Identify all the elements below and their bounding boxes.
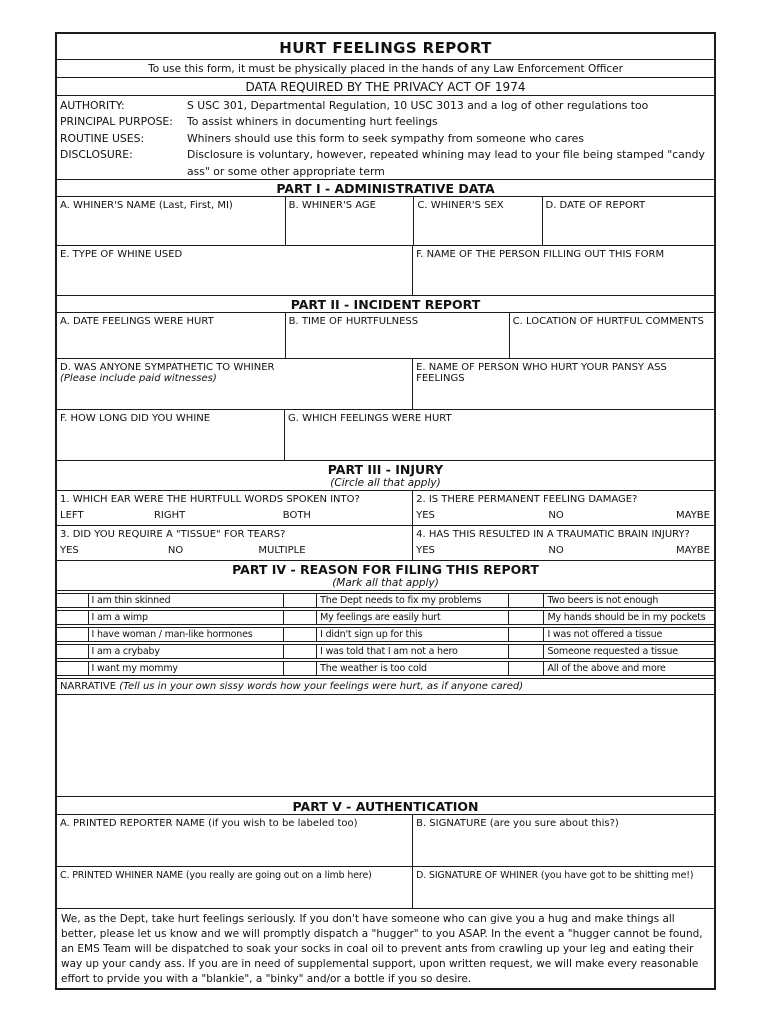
option-yes[interactable]: YES xyxy=(416,545,435,556)
option-right[interactable]: RIGHT xyxy=(153,510,186,521)
part3-title: PART III - INJURY xyxy=(327,462,444,477)
privacy-value: Whiners should use this form to seek sympathy from someone who cares xyxy=(187,131,584,145)
checkbox[interactable] xyxy=(57,627,89,642)
privacy-row-routine-uses xyxy=(60,131,711,147)
checkbox[interactable] xyxy=(57,610,89,625)
question-label: 2. IS THERE PERMANENT FEELING DAMAGE? xyxy=(416,494,638,505)
hurt-feelings-report-form xyxy=(55,32,716,990)
privacy-row-principal-purpose xyxy=(60,114,711,130)
question-traumatic-brain-injury xyxy=(413,526,714,560)
field-location-of-comments[interactable]: C. LOCATION OF HURTFUL COMMENTS xyxy=(512,316,704,327)
reason-label: My feelings are easily hurt xyxy=(317,610,509,625)
reason-label: I was not offered a tissue xyxy=(544,627,714,642)
reason-label: The Dept needs to fix my problems xyxy=(317,593,509,608)
part3-question-row1 xyxy=(57,491,714,526)
privacy-act-block xyxy=(57,96,714,180)
privacy-act-title: DATA REQUIRED BY THE PRIVACY ACT OF 1974 xyxy=(57,78,714,96)
option-no[interactable]: NO xyxy=(548,545,564,556)
reason-row xyxy=(57,661,714,676)
field-printed-whiner-name[interactable]: C. PRINTED WHINER NAME (you really are going out on a limb here) xyxy=(57,867,413,908)
part1-header: PART I - ADMINISTRATIVE DATA xyxy=(57,180,714,197)
reason-label: Two beers is not enough xyxy=(544,593,714,608)
reason-row xyxy=(57,644,714,659)
option-maybe[interactable]: MAYBE xyxy=(676,510,710,521)
privacy-value: Disclosure is voluntary, however, repeated whining may lead to your file being stamped "candy ass" or some other appropriate term xyxy=(187,148,705,178)
field-whiners-age[interactable]: B. WHINER'S AGE xyxy=(286,197,415,245)
privacy-value: S USC 301, Departmental Regulation, 10 USC 3013 and a log of other regulations too xyxy=(187,99,649,112)
part2-row2 xyxy=(57,359,714,410)
part5-header: PART V - AUTHENTICATION xyxy=(57,797,714,815)
reason-label: I didn't sign up for this xyxy=(317,627,509,642)
part3-question-row2 xyxy=(57,526,714,561)
form-instruction: To use this form, it must be physically placed in the hands of any Law Enforcement Officer xyxy=(57,60,714,78)
option-no[interactable]: NO xyxy=(167,545,184,556)
part3-subtitle: (Circle all that apply) xyxy=(330,477,441,489)
field-person-who-hurt-feelings[interactable]: E. NAME OF PERSON WHO HURT YOUR PANSY ASS FEELINGS xyxy=(416,362,667,384)
part4-title: PART IV - REASON FOR FILING THIS REPORT xyxy=(232,562,539,577)
option-yes[interactable]: YES xyxy=(60,545,79,556)
reason-label: I was told that I am not a hero xyxy=(317,644,509,659)
footer-notice: We, as the Dept, take hurt feelings seriously. If you don't have someone who can give you a hug and make things all better, please let us know and we will promptly dispatch a "hugger" to you ASAP. In the event a "hugger cannot be found, an EMS Team will be dispatched to soak your socks in coal oil to prevent ants from crawling up your leg and eating their way up your candy ass. If you are in need of supplemental support, upon written request, we will make every reasonable effort to prvide you with a "blankie", a "binky" and/or a bottle if you so desire. xyxy=(61,913,703,985)
part2-row3 xyxy=(57,410,714,461)
reason-label: I am thin skinned xyxy=(89,593,285,608)
reason-row xyxy=(57,627,714,642)
privacy-row-disclosure xyxy=(60,147,711,180)
part4-header xyxy=(57,561,714,591)
field-printed-reporter-name[interactable]: A. PRINTED REPORTER NAME (if you wish to be labeled too) xyxy=(57,815,413,866)
reason-label: I want my mommy xyxy=(89,661,285,676)
reason-label: I am a crybaby xyxy=(89,644,285,659)
narrative-hint: (Tell us in your own sissy words how your feelings were hurt, as if anyone cared) xyxy=(119,681,524,692)
part2-row1 xyxy=(57,313,714,359)
checkbox[interactable] xyxy=(509,610,544,625)
narrative-label: NARRATIVE xyxy=(60,681,117,692)
checkbox[interactable] xyxy=(509,644,544,659)
checkbox[interactable] xyxy=(509,627,544,642)
field-whiners-sex[interactable]: C. WHINER'S SEX xyxy=(414,197,542,245)
privacy-label: DISCLOSURE: xyxy=(60,148,133,162)
question-tissue-for-tears xyxy=(57,526,413,560)
reason-label: My hands should be in my pockets xyxy=(544,610,714,625)
option-maybe[interactable]: MAYBE xyxy=(676,545,710,556)
field-person-filling-form[interactable]: F. NAME OF THE PERSON FILLING OUT THIS FORM xyxy=(416,249,665,260)
question-which-ear xyxy=(57,491,413,525)
question-permanent-damage xyxy=(413,491,714,525)
reason-label: I am a wimp xyxy=(89,610,285,625)
question-label: 4. HAS THIS RESULTED IN A TRAUMATIC BRAIN INJURY? xyxy=(416,529,690,540)
privacy-label: PRINCIPAL PURPOSE: xyxy=(60,115,173,129)
reason-label: The weather is too cold xyxy=(317,661,509,676)
narrative-input-area[interactable] xyxy=(57,695,714,797)
part1-row2 xyxy=(57,246,714,296)
privacy-label: AUTHORITY: xyxy=(60,99,125,112)
privacy-label: ROUTINE USES: xyxy=(60,131,145,145)
checkbox[interactable] xyxy=(509,593,544,608)
reason-label: Someone requested a tissue xyxy=(544,644,714,659)
option-left[interactable]: LEFT xyxy=(60,510,84,521)
options xyxy=(60,510,408,523)
field-whiner-signature[interactable]: D. SIGNATURE OF WHINER (you have got to be shitting me!) xyxy=(416,870,694,881)
option-no[interactable]: NO xyxy=(548,510,564,521)
field-anyone-sympathetic[interactable] xyxy=(57,359,413,409)
checkbox[interactable] xyxy=(284,610,317,625)
checkbox[interactable] xyxy=(57,593,89,608)
question-label: 1. WHICH EAR WERE THE HURTFULL WORDS SPOKEN INTO? xyxy=(60,494,360,505)
option-multiple[interactable]: MULTIPLE xyxy=(258,545,306,556)
part4-checkbox-table xyxy=(57,591,714,678)
part2-header: PART II - INCIDENT REPORT xyxy=(57,296,714,313)
question-label: 3. DID YOU REQUIRE A "TISSUE" FOR TEARS? xyxy=(60,529,286,540)
checkbox[interactable] xyxy=(284,644,317,659)
field-how-long-whine[interactable]: F. HOW LONG DID YOU WHINE xyxy=(57,410,285,460)
field-label: D. WAS ANYONE SYMPATHETIC TO WHINER xyxy=(60,362,275,373)
reason-label: All of the above and more xyxy=(544,661,714,676)
field-type-of-whine[interactable]: E. TYPE OF WHINE USED xyxy=(57,246,413,295)
reason-row xyxy=(57,593,714,608)
options xyxy=(416,545,710,558)
options xyxy=(416,510,710,523)
part1-row1 xyxy=(57,197,714,246)
form-title: HURT FEELINGS REPORT xyxy=(57,34,714,60)
narrative-label-row xyxy=(57,678,714,695)
reason-label: I have woman / man-like hormones xyxy=(89,627,285,642)
options xyxy=(60,545,408,558)
checkbox[interactable] xyxy=(284,593,317,608)
field-date-feelings-hurt[interactable]: A. DATE FEELINGS WERE HURT xyxy=(57,313,286,358)
part4-subtitle: (Mark all that apply) xyxy=(332,577,439,589)
option-both[interactable]: BOTH xyxy=(282,510,311,521)
field-whiners-name[interactable]: A. WHINER'S NAME (Last, First, MI) xyxy=(57,197,286,245)
field-hint: (Please include paid witnesses) xyxy=(60,373,217,384)
field-time-of-hurtfulness[interactable]: B. TIME OF HURTFULNESS xyxy=(286,313,510,358)
checkbox[interactable] xyxy=(57,661,89,676)
option-yes[interactable]: YES xyxy=(416,510,435,521)
part5-row1 xyxy=(57,815,714,867)
checkbox[interactable] xyxy=(284,661,317,676)
part5-row2 xyxy=(57,867,714,909)
privacy-row-authority xyxy=(60,98,711,114)
reason-row xyxy=(57,610,714,625)
checkbox[interactable] xyxy=(509,661,544,676)
field-date-of-report[interactable]: D. DATE OF REPORT xyxy=(545,200,646,211)
checkbox[interactable] xyxy=(284,627,317,642)
privacy-value: To assist whiners in documenting hurt feelings xyxy=(187,115,438,129)
part3-header xyxy=(57,461,714,491)
field-reporter-signature[interactable]: B. SIGNATURE (are you sure about this?) xyxy=(416,818,619,829)
field-which-feelings-hurt[interactable]: G. WHICH FEELINGS WERE HURT xyxy=(287,413,452,424)
checkbox[interactable] xyxy=(57,644,89,659)
